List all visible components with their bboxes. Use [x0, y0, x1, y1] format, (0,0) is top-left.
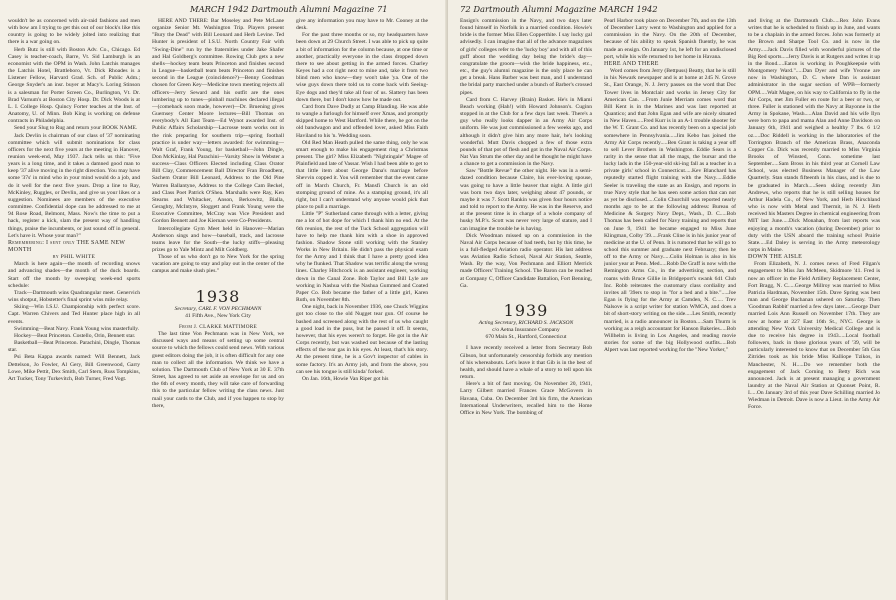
right-column-3 [748, 18, 880, 596]
left-column-2 [152, 18, 284, 596]
paragraph: Pearl Harbor took place on December 7th, and on the 13th of December Larry went to Washington and applied for a commission in the Navy. On the 20th of December, because of his ability to speak Spanish fluently, he was made an ensign. On January 1st, he left for an undisclosed port, while his wife returned to her home in Havana. [604, 18, 736, 60]
right-page [448, 0, 896, 600]
left-column-1 [8, 18, 140, 596]
class-year-block [460, 302, 592, 341]
paragraph: From Elizabeth, N. J. comes news of Fred Filgan's engagement to Miss Jan McMeen, Skidmore '41. Fred is now an officer in the Field Artillery Replacement Center, Fort Bragg, N. C.....George Millroy was married to Miss Patricia Hardman, November 15th. Dave Spring was best man and George Buchanan ushered on Saturday. Then 'Goodman Rabbit' married a few days later.....George Durr married Lois Ann Russell on November 17th. They are now at home at 227 East 16th St., NYC. George is attending New York University Medical College and is due to receive his degree in 1943.....Local football followers, back in those glorious years of '39, will be particularly interested to know that on December 5th Gus Zitrides took as his bride Miss Kalliope Tzikos, in Manchester, N. H.....Do we remember both the engagement of Jack Corning to Betty Rich was announced. Jack is at present managing a government laundry at the Naval Air Station at Quonset Point, R. I.....On January 3rd of this year Dave Schilling married Jo Wiedman in Detroit. Dave is now a Lieut. in the Army Air Force. [748, 261, 880, 411]
paragraph: March is here again—the month of recording snows and advancing shades—the month of the duck boards. Start off the month by sweeping week-end sports schedule: [8, 261, 140, 289]
paragraph: Send your Slug to Rug and return your BOOK NAME. [14, 125, 138, 132]
paragraph: Old Red Man Heath pulled the same thing, only he was smart enough to make his engagement ring a Christmas present. The girl? Miss Elizabeth "Nightingale" Magee of Plainfield and late of Vassar. Wish I had been able to get to that little item about George Dana's marriage before Shevvin copped it. You will remember that the event came off in March Church, Fr. Mansfi Church is an old stomping ground of mine. As a stamping ground, it's all right, but I can't understand why anyone would pick that place to pull a marriage. [296, 139, 428, 211]
running-head-left: MARCH 1942 Dartmouth Alumni Magazine 71 [190, 4, 388, 14]
paragraph: Jack Devlin is chairman of our class of '37 nominating committee which will submit nominations for class officers for the next five years at the meeting in Hanover, reunion week-end, May 1937. Jack tells us this: "Five years is a long time, and it takes a damned good man to keep '37 alive moving in the right direction. You may have some '37s' in mind who in your mind would do a job, and do it well for the next five years. Drop a line to Ray, McKinley, Ruggles, or Devlin, and give us your likes or a suggestion. Nominees are members of the executive committee. Confidential dope can be addressed to me at 94 Rose Road, Belmont, Mass. Now's the time to put a hack, register a kick, slam the present way of handling things, praise the incumbents, or just sound off in general. Let's have it. Whose your man?" [8, 132, 140, 239]
paragraph: Hockey—Beat Princeton. Costello, Orin, Bennett star. [14, 332, 136, 339]
class-year-1939: 1939 [503, 300, 549, 320]
paragraph: Track—Dartmouth wins Quadrangular meet. Genervich wins shotput, Hobstetter's final sprint wins mile relay. [8, 289, 140, 304]
paragraph: HERE AND THERE: Bar Moseley and Pete McLane organize Senior Mt. Washington Trip. Players present "Bury the Dead" with Bill Leonard and Herb Levine. Ted Hunter is president of I.S.U. North Country Fair with "Swing-Dine" run by the fraternities under Jake Shafer and Hal Goldberg's committee. Rowing Club gets a new shells—hockey team beats Princeton and finishes second in League—basketball team beats Princeton and finishes second in the League (coincidence?)—Benny Goodman chosen for Green Key—Medicine town meeting rejects all officers—Jerry Seward and his outfit are the ones lumbering up to tunes—pinball machines declared illegal—(comeback soon made, however)—Dr. Bruening gives Guernsey Center Moore lectures—Bill Thomas on everybody's All East Team—Ed Wynot awarded Inst. of Public Affairs Scholarship—Lacrosse team works out in the rink preparing for southern trip—spring football practice is under way—letters awarded: for swimming—Walt Graf, Frank Young, for basketball—John Dingle, Don McKinlay, Hal Parachini—Varsity Show in Webster a success—Class Officers Elected including Class Orator Bill Clay, Commencement Ball Director Fran Broadbent, Sachem Orator Bill Leonard, Address to the Old Pine Warren Ballantyne, Address to the College Cam Beckel, and Class Poet Patrick O'Shea. Marshalls were Ray, Ken Stearns and Whitacker, Anson, Berkowitz, Bialla, Geraghty, McIntyre, Sloggett and Frank Young were the Executive Committee, McCray was Vice President and Gordon Bennett and Joe Kiernan were Co-Presidents. [152, 18, 284, 225]
paragraph: One night, back in November 1936, one Chuck Wiggins got too close to the old Nugget tear gun. Of course he bashed and screened along with the rest of us who caught a good load in the puss, but he passed it off. It seems, however, that his eyes weren't to forget. He got in the Air Corps recently, but was washed out because of the lasting effects of the tear gas in his eyes. At least, that's his story. At the present time, he is a Gov't inspector of cables in some factory. It's an Army job, and from the above, you can see his tongue is still kinda' forked. [296, 304, 428, 375]
paragraph: Herb Butz is still with Boston Adv. Co., Chicago. Ed Casey is teacher-coach, Barre, Vt. Sid Lamburgh is an economist with the OPM in Wash. John Latchis manages the Latchis Hotel, Brattleboro, Vt. Dick Rhoades is a Listener Fellow, Harvard Grad. Sch. of Public Adm.; George Snyder's an insr. buyer at Macy's. Loring Stinson is a salesman for Porter Screen Co., Burlington, Vt. Dr. Brad Varnum's at Boston City Hosp. Dr. Dick Woods is at L. I. College Hosp. Quincy Forter teaches at the Inst. of Anatomy, U. of Minn. Bob King is working on defense contracts in Philadelphia. [8, 46, 140, 125]
paragraph: I have recently received a letter from Secretary Bob Gibson, but unfortunately censorship forbids any mention of his whereabouts. Let's leave it that Gib is in the best of health, and should have a whale of a story to tell upon his return. [460, 345, 592, 381]
right-column-1 [460, 18, 592, 596]
contributor-line: From J. CLARKE MATTIMORE [179, 323, 257, 330]
class-secretary: Secretary, CARL F. VON PECHMANN [174, 305, 262, 312]
paragraph: Swimming—Beat Navy. Frank Young wins masterfully. [14, 325, 140, 332]
paragraph: Card from Dave Dudly at Camp Blanding. He was able to wangle a furlough for himself over Xmas, and promptly skipped home to West Hartford. While there, he got on the old bandwagon and and offended lover, asked Miss Faith Haviland to his 'n. Wedding soon. [296, 103, 428, 139]
class-address: 41 Fifth Ave., New York City [185, 312, 251, 319]
paragraph: give any information you may have to Mr. Cooney at the desk. [296, 18, 428, 32]
section-heading: Remembering: I sent only THE SAME NEW MONTH [8, 239, 126, 253]
class-year-block [152, 288, 284, 320]
paragraph: Skiing—Win I.S.U. Championship with perfect score. Capt. Warren Chivers and Ted Hunter place high in all events. [8, 304, 140, 325]
paragraph: On Jan. 16th, Howie Van Riper got his [302, 375, 389, 382]
paragraph: wouldn't be as concerned with air-raid fashions and men with bow am I trying to get this out of our block's like this country is going to be widely jolted into realizing that there is a war going on. [8, 18, 140, 46]
running-head-right: 72 Dartmouth Alumni Magazine MARCH 1942 [460, 4, 658, 14]
paragraph: Here's a bit of fast moving. On November 20, 1941, Larry Gilbert married Frances Grace McGovern in Havana, Cuba. On December 3rd his firm, the American International Underwriters, recalled him to the Home Office in New York. The bombing of [460, 381, 592, 416]
section-heading: HERE AND THERE [604, 60, 659, 67]
class-secretary: Acting Secretary, RICHARD S. JACKSON [478, 319, 574, 326]
class-year-1938: 1938 [195, 286, 241, 306]
section-heading: DOWN THE AISLE [748, 254, 803, 261]
paragraph: For the past three months or so, my headquarters have been down at 29 Church Street. I was able to pick up quite a bit of information for the column because, at one time or another, practically everyone in the class dropped down there to see about getting in the armed forces. Charley Keyes had a cot right next to mine and, take it from two blind men who know—they won't take 'ya. One of the wise guys down there told us to come back with Seeing-Eye dogs and they'd take all four of us. Slattery has been down there, but I don't know how he made out. [296, 32, 428, 103]
class-address: 670 Main St., Hartford, Connecticut [485, 334, 567, 341]
left-column-3 [296, 18, 428, 596]
paragraph: Those of us who don't go to New York for the spring vacation are going to stay and play out in the center of the campus and make slush pies." [152, 254, 284, 275]
paragraph: Dick Woodman missed up on a commission in the Naval Air Corps because of bad teeth, but by this time, he is a full-fledged Aviation radio operator. His last address was Aviation Radio School, Naval Air Station, Seattle, Wash. By the way, Von Pechmann and Elliott Merrick made Officers' Training School. The Baron can be reached at Company C, Officer Candidate Battalion, Fort Benning, Ga. [460, 232, 592, 289]
paragraph: Intercollegiate Gym Meet held in Hanover—Marian Anderson sings and how—baseball, track, and lacrosse teams leave for the South—the lucky stiffs—pleasing prizes go to Yale Mintz and Milt Goldberg. [152, 225, 284, 253]
paragraph: and living at the Dartmouth Club.....Rex John Evans writes that he is scheduled to finish up in June, and wants to be a chaplain in the armed forces. John was formerly at the Brown and Sharpe Tool Co. and is now in the Army.....Jack Davis filled with wonderful pictures of the Big Red sports.....Jerry Davis is at Rutgers and writes it up in the Bond.....Eaton is working in Poughkeepsie with Montgomery Ward.".....Dan Dyer and wife Yvonne are now in Washington, D. C. where Dan is assistant administrator in the sugar section of WPB—formerly OPM.....Walt Magee, on his way to California to fly in the Air Corps, met Jim Fuller en route for a beer or two, or three. Fuller is stationed with the Navy at Bayonne in the Army in Spokane, Wash.....Alan David and his wife Ilyn were born to papa and mama Alan and Anne Davidson on January 6th, 1941 and weighed a healthy 7 lbs. 6 1/2 oz.....Doc Riddell is working in the laboratories of the Torrington Branch of the American Brass, Anaconda Copper Co. Dick was recently married to Miss Virginia Brooks of Winsted, Conn. sometime last September.....Sam Bross in his third year at Cornell Law School, was elected Business Manager of the Law Quarterly. Stan stands fifteenth in his class, and is due to be graduated in March.....Seen skiing recently Jim Andrews, who reports that he is still selling houses for Arthur Hadela Co., of New York, and Herb Hirschland who is now with Metal and Thermit, in N. J. Herb received his Masters Degree in chemical engineering from MIT last June.....Dick Monahan, from last reports was enjoying a month's vacation (during December) prior to duty with the USN aboard the training school Prairie State.....Ed Daley is serving in the Army meteorology corps in Maine. [748, 18, 880, 253]
paragraph: Psi Beta Kappa awards named: Will Bennett, Jack Dettelson, Jo Fowler, Al Gery, Bill Greenwood, Garry Lowe, Mike Pettit, Dex Smith, Carl Stern, Russ Tompkins, Art Tucker, Tony Turkevitch, Bob Turner, Fred Vogt. [8, 354, 140, 382]
paragraph: Ensign's commission in the Navy, and two days later found himself in Norfolk in a married condition. Howie's bride is the former Miss Ellen Copperthite. I say lucky gal advisedly. I can imagine that all of the advance magazines of girls' colleges refer to the 'lucky boy' and with all of this guff about the wedding day being the bride's day—congratulate the groom—wish the bride happiness, etc., etc., the guy's alumni magazine is the only place he can get a break. Hans Barber was best man, and I understand the bridal party marched under a bunch of Barber's crossed pipes. [460, 18, 592, 96]
paragraph: Basketball—Beat Princeton. Parachini, Dingle, Thomas star. [8, 340, 140, 354]
paragraph: The last time Von Pechmann was in New York, we discussed ways and means of setting up some central source to which the fellows could send news. With various guest editors doing the job, it is often difficult for any one man to collect all the information. We think we have a solution. The Dartmouth Club of New York at 30 E. 37th Street, has agreed to set aside an envelope for us and on the 6th of every month, they will take care of forwarding this to the particular fellow writing the class news. Just mail your cards to the Club, and if you happen to stop by there, [152, 331, 284, 409]
paragraph: Card from C. Harvey (Brain) Basket. He's in Miami Beach working (Hah!) with Howard Johnson's. Cuginn stopped in at the Club for a few days last week. There's a guy who really looks dapper in an Army Air Corps uniform. He was just commissioned a few weeks ago, and although it didn't give him any more hair, he's looking wonderful. Mutt Davis chopped a few of those extra pounds of that pot of flesh and got in the Naval Air Corps. Nat Van Strum the other day and he thought he might have a chance to get a commission in the Navy. [460, 96, 592, 168]
byline: by PHIL WHITE [52, 254, 96, 261]
class-address: c/o Aetna Insurance Company [492, 327, 560, 334]
paragraph: Saw "Bottle Revue" the other night. He was in a semi-dazed condition because Claire, his ever-loving spouse, was going to have a little heaver that night. A little girl was born two days later, weighing about 47 pounds, or maybe it was 7. Scott Rankin was given four hours notice and told to report to the Army. He was in the Reserve, and at the present time is in charge of a whole company of husky M.P.'s. Scott was never very large of stature, and I can imagine the trouble he is having. [460, 168, 592, 232]
right-column-2 [604, 18, 736, 596]
paragraph: Little "P" Sutherland came through with a letter, giving me a lot of hot dope for which I thank him no end. At the 6th reunion, the rest of the Tuck School aggregation will have to help me thank him with a shoe in approved fashion. Shadow Stone still working with the Stanley Works in New Britain. He didn't pass the physical exam for the Army and I think that I have a pretty good idea why he flunked. That Shadow was terrific along the wrong lines. Charley Hitchcock is an assistant engineer, working down in the Canal Zone. Bob Taylor and Bill Lyle are working in Nashua with the Nashua Gummed and Coated Paper Co. Bob became the father of a little girl, Karen Ruth, on November 8th. [296, 211, 428, 304]
paragraph: Word comes from Jerry (Bettpuss) Beatty, that he is still in his Newark newspaper and is at home at 245 N. Grove St., East Orange, N. J. Jerry passes on the word that Doc Tower lives in Montclair and works in Jersey City for American Can. ...From Junie Merriam comes word that Bill Kent is in the Marines and was last reported at Quantico; and that John Egan and wife are nicely situated in New Haven.....Fred Kurr is in an A-1 trouble shooter for the W. T. Grant Co. and has recently been on a special job somewhere in Pennsylvania.....Jim Kebo has joined the Army Air Corps recently.....Ben Grant is taking a year off to sell Lever Brothers in Washington. Eddie Sears is a rarity in the sense that all the mags, the bursar and the lucky lads in the 150-year-old ski-ing fall as a teacher in a private girls' school in Connecticut.....Kev Blanchard has reputedly started flight training with the Navy.....Eddie Seeler is traveling the state as an Ensign, and reports in true Navy style that he has seen some action that can not as yet be disclosed.....Colin Churchill was reported nearly months ago to be at the following address: Bureau of Medicine & Surgery Navy Dept., Wash., D. C.....Bob Thomas has been called for Navy training and reports that on June 9, 1941 he became engaged to Miss June Klingman, Colby '39.....Frank Cline is in his junior year of medicine at the U. of Penn. It is rumored that he will go to school this summer and graduate next February; then he off to the Army or Navy.....Colin Holman is also in his junior year at Penn. Med.....Robb De Graff is now with the Remington Arms Co., in the advertising section, and roams with Bruce Gillie in Bridgeport's swank 641 Club Inc. Robb reiterates the customary class cordiality and invites all '39ers to stop in "for a bed and a bite.".....Joe Egan is flying for the Army at Camden, N. C..... Trev Nalsove is a script writer for station WMCA, and does a bit of short-story writing on the side.....Les Smith, recently married, is a radio announcer in Boston.....Sam Thurm is working as a reigh accountant for Hanson Bakeries.....Bob Willhelm is living in Los Angeles, and reading movie stories for some of the big Hollywood outfits.....Bob Alpert was last reported working for the "New Yorker," [604, 68, 736, 354]
